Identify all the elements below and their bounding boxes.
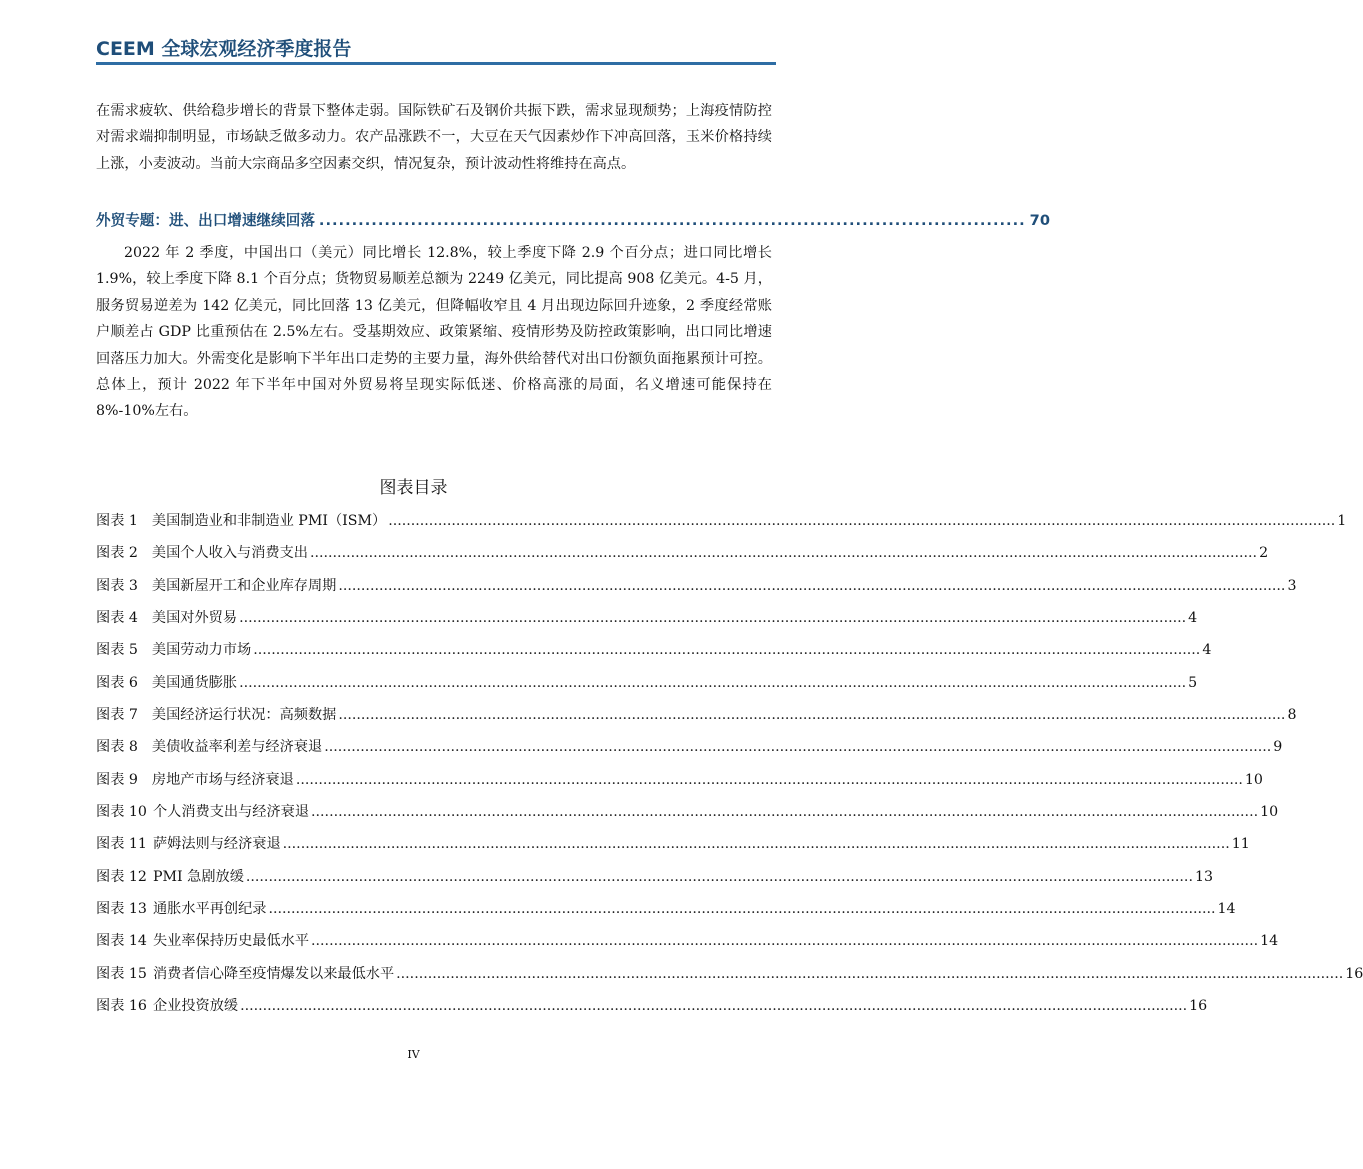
commodity-paragraph: 在需求疲软、供给稳步增长的背景下整体走弱。国际铁矿石及钢价共振下跌，需求显现颓势；上海疫情防控对需求端抑制明显，市场缺乏做多动力。农产品涨跌不一，大豆在天气因素炒作下冲高回落，玉米价格持续上涨，小麦波动。当前大宗商品多空因素交织，情况复杂，预计波动性将维持在高点。 — [96, 103, 772, 172]
figure-list-item[interactable] — [96, 801, 1279, 833]
report-header-title: CEEM 全球宏观经济季度报告 — [96, 38, 352, 60]
leader-dots: .................................................................................................................................................................................................................. — [310, 545, 1258, 562]
figure-page-number: 4 — [1188, 610, 1198, 627]
figure-title: 萨姆法则与经济衰退 — [152, 836, 281, 853]
figure-label: 图表 13 — [96, 901, 147, 918]
section-page-number: 70 — [1029, 212, 1050, 229]
figure-list-item[interactable] — [96, 704, 1297, 736]
leader-dots: .................................................................................................................................................................................................................. — [253, 642, 1201, 659]
figure-list-item[interactable] — [96, 607, 1198, 639]
figure-label: 图表 5 — [96, 642, 138, 659]
figure-list-item[interactable] — [96, 866, 1214, 898]
figure-label: 图表 4 — [96, 610, 138, 627]
figure-list-item[interactable] — [96, 963, 1363, 995]
leader-dots: .................................................................................................................................................................................................................. — [388, 513, 1336, 529]
leader-dots: .................................................................................................................................................................................................................. — [240, 998, 1188, 1015]
leader-dots: ............................................................................................................ — [318, 212, 1026, 229]
figure-list-item[interactable] — [96, 736, 1283, 768]
leader-dots: .................................................................................................................................................................................................................. — [268, 901, 1216, 918]
leader-dots: .................................................................................................................................................................................................................. — [396, 965, 1344, 982]
figure-page-number: 14 — [1260, 933, 1279, 950]
figure-label: 图表 3 — [96, 577, 138, 594]
figure-title: 美国对外贸易 — [151, 610, 238, 627]
figure-label: 图表 8 — [96, 739, 138, 756]
figure-title: 美国制造业和非制造业 PMI（ISM） — [151, 513, 387, 529]
figure-page-number: 16 — [1345, 965, 1363, 982]
figure-page-number: 9 — [1273, 739, 1283, 756]
figure-list-item[interactable] — [96, 769, 1263, 801]
figure-page-number: 11 — [1231, 836, 1250, 853]
figure-title: 美国通货膨胀 — [151, 674, 238, 691]
figure-list-item[interactable] — [96, 930, 1279, 962]
figure-page-number: 16 — [1189, 998, 1208, 1015]
figure-page-number: 14 — [1217, 901, 1236, 918]
figure-label: 图表 14 — [96, 933, 147, 950]
leader-dots: .................................................................................................................................................................................................................. — [245, 868, 1193, 885]
figure-list-heading: 图表目录 — [379, 478, 448, 498]
figure-title: 美国个人收入与消费支出 — [151, 545, 308, 562]
figure-title: 个人消费支出与经济衰退 — [152, 804, 310, 821]
figure-label: 图表 10 — [96, 804, 147, 821]
leader-dots: .................................................................................................................................................................................................................. — [282, 836, 1230, 853]
figure-list-item[interactable] — [96, 575, 1297, 607]
figure-page-number: 2 — [1259, 545, 1269, 562]
figure-label: 图表 2 — [96, 545, 138, 562]
figure-page-number: 3 — [1287, 577, 1297, 594]
figure-page-number: 10 — [1244, 771, 1263, 788]
figure-list-item[interactable] — [96, 672, 1198, 704]
leader-dots: .................................................................................................................................................................................................................. — [239, 674, 1187, 691]
figure-label: 图表 1 — [96, 513, 138, 529]
leader-dots: .................................................................................................................................................................................................................. — [324, 739, 1272, 756]
figure-page-number: 13 — [1194, 868, 1214, 885]
section-title: 外贸专题：进、出口增速继续回落 — [96, 212, 315, 229]
figure-title: 美债收益率利差与经济衰退 — [151, 739, 323, 756]
trade-paragraph: 2022 年 2 季度，中国出口（美元）同比增长 12.8%，较上季度下降 2.9 个百分点；进口同比增长 1.9%，较上季度下降 8.1 个百分点；货物贸易顺差总额为 2249 亿美元，同比提高 908 亿美元。4-5 月，服务贸易逆差为 142 亿美元，同比回落 13 亿美元，但降幅收窄且 4 月出现边际回升迹象，2 季度经常账户顺差占 GDP 比重预估在 2.5%左右。受基期效应、政策紧缩、疫情形势及防控政策影响，出口同比增速回落压力加大。外需变化是影响下半年出口走势的主要力量，海外供给替代对出口份额负面拖累预计可控。总体上，预计 2022 年下半年中国对外贸易将呈现实际低迷、价格高涨的局面，名义增速可能保持在 8%-10%左右。 — [96, 245, 772, 420]
leader-dots: .................................................................................................................................................................................................................. — [239, 610, 1187, 627]
figure-list-item[interactable] — [96, 833, 1250, 865]
figure-title: 消费者信心降至疫情爆发以来最低水平 — [152, 965, 395, 982]
figure-label: 图表 15 — [96, 965, 147, 982]
figure-label: 图表 7 — [96, 707, 138, 724]
figure-list-item[interactable] — [96, 995, 1208, 1027]
figure-label: 图表 9 — [96, 771, 138, 788]
toc-entry-trade-section[interactable] — [96, 209, 1050, 233]
figure-title: 企业投资放缓 — [152, 998, 239, 1015]
figure-list-item[interactable] — [96, 510, 1347, 542]
figure-title: PMI 急剧放缓 — [152, 868, 244, 885]
figure-title: 美国劳动力市场 — [151, 642, 252, 659]
figure-page-number: 8 — [1287, 707, 1297, 724]
figure-title: 房地产市场与经济衰退 — [151, 771, 294, 788]
figure-page-number: 1 — [1337, 513, 1347, 529]
figure-title: 通胀水平再创纪录 — [152, 901, 267, 918]
figure-title: 美国经济运行状况：高频数据 — [151, 707, 337, 724]
figure-label: 图表 16 — [96, 998, 147, 1015]
figure-list-item[interactable] — [96, 639, 1212, 671]
figure-list-item[interactable] — [96, 898, 1236, 930]
figure-page-number: 10 — [1260, 804, 1279, 821]
page-number: IV — [407, 1048, 420, 1061]
figure-list — [96, 510, 1363, 1028]
figure-page-number: 5 — [1188, 674, 1198, 691]
figure-title: 失业率保持历史最低水平 — [152, 933, 310, 950]
leader-dots: .................................................................................................................................................................................................................. — [311, 933, 1259, 950]
leader-dots: .................................................................................................................................................................................................................. — [311, 804, 1259, 821]
figure-list-item[interactable] — [96, 542, 1269, 574]
figure-label: 图表 11 — [96, 836, 147, 853]
leader-dots: .................................................................................................................................................................................................................. — [338, 707, 1286, 724]
figure-page-number: 4 — [1202, 642, 1212, 659]
leader-dots: .................................................................................................................................................................................................................. — [295, 771, 1243, 788]
figure-label: 图表 12 — [96, 868, 147, 885]
leader-dots: .................................................................................................................................................................................................................. — [338, 577, 1286, 594]
header-divider — [96, 62, 776, 65]
figure-title: 美国新屋开工和企业库存周期 — [151, 577, 337, 594]
figure-label: 图表 6 — [96, 674, 138, 691]
